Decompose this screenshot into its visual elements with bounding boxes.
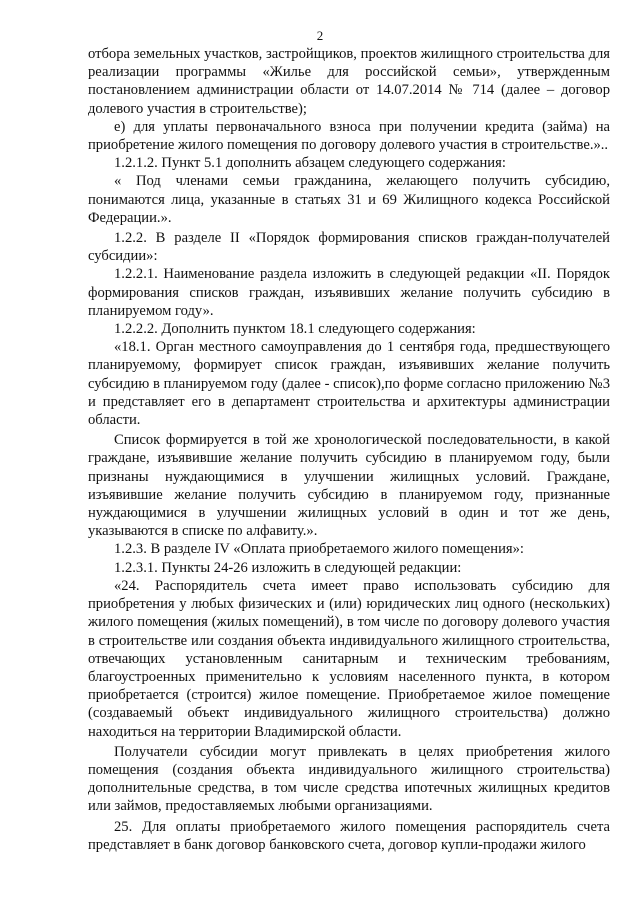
paragraph: « Под членами семьи гражданина, желающего получить субсидию, понимаются лица, указанные в статьях 31 и 69 Жилищного кодекса Российской Федерации.».: [88, 173, 610, 226]
paragraph: 1.2.2.1. Наименование раздела изложить в следующей редакции «II. Порядок формирования списков граждан, изъявивших желание получить субсидию в планируемом году».: [88, 266, 610, 319]
page-number: 2: [316, 28, 324, 43]
paragraph: 1.2.3. В разделе IV «Оплата приобретаемого жилого помещения»:: [114, 541, 524, 558]
document-body: [88, 45, 610, 854]
paragraph: 1.2.3.1. Пункты 24-26 изложить в следующей редакции:: [114, 559, 462, 576]
paragraph: 25. Для оплаты приобретаемого жилого помещения распорядитель счета представляет в банк договор банковского счета, договор купли-продажи жилого: [88, 818, 610, 853]
paragraph: 1.2.1.2. Пункт 5.1 дополнить абзацем следующего содержания:: [114, 155, 506, 172]
paragraph: «18.1. Орган местного самоуправления до 1 сентября года, предшествующего планируемому, формирует список граждан, изъявивших желание получить субсидию в планируемом году (далее - список),по форме согласно приложению №3 и представляет его в департамент строительства и архитектуры администрации области.: [88, 339, 610, 429]
paragraph: «24. Распорядитель счета имеет право использовать субсидию для приобретения у любых физических и (или) юридических лиц одного (нескольких) жилого помещения (жилых помещений), в том числе по договору долевого участия в строительстве или создания объекта индивидуального жилищного строительства, отвечающих установленным санитарным и техническим требованиям, благоустроенных применительно к условиям населенного пункта, в котором приобретается (строится) жилое помещение. Приобретаемое жилое помещение (создаваемый объект индивидуального жилищного строительства) должно находиться на территории Владимирской области.: [88, 577, 610, 740]
paragraph: Получатели субсидии могут привлекать в целях приобретения жилого помещения (создания объекта индивидуального жилищного строительства) дополнительные средства, в том числе средства ипотечных жилищных кредитов или займов, предоставляемых любыми организациями.: [88, 743, 610, 815]
paragraph: е) для уплаты первоначального взноса при получении кредита (займа) на приобретение жилого помещения по договору долевого участия в строительстве.»..: [88, 118, 610, 154]
paragraph: Список формируется в той же хронологической последовательности, в какой граждане, изъявившие желание получить субсидию в планируемом году, были признаны нуждающимися в улучшении жилищных условий. Граждане, изъявившие желание получить субсидию в планируемом году, признанные нуждающимися в улучшении жилищных условий в один и тот же день, указываются в списке по алфавиту.».: [88, 432, 610, 540]
paragraph: отбора земельных участков, застройщиков, проектов жилищного строительства для реализации программы «Жилье для российской семьи», утвержденным постановлением администрации области от 14.07.2014 № 714 (далее – договор долевого участия в строительстве);: [88, 46, 610, 117]
paragraph: 1.2.2.2. Дополнить пунктом 18.1 следующего содержания:: [114, 321, 476, 338]
paragraph: 1.2.2. В разделе II «Порядок формирования списков граждан-получателей субсидии»:: [88, 230, 610, 265]
